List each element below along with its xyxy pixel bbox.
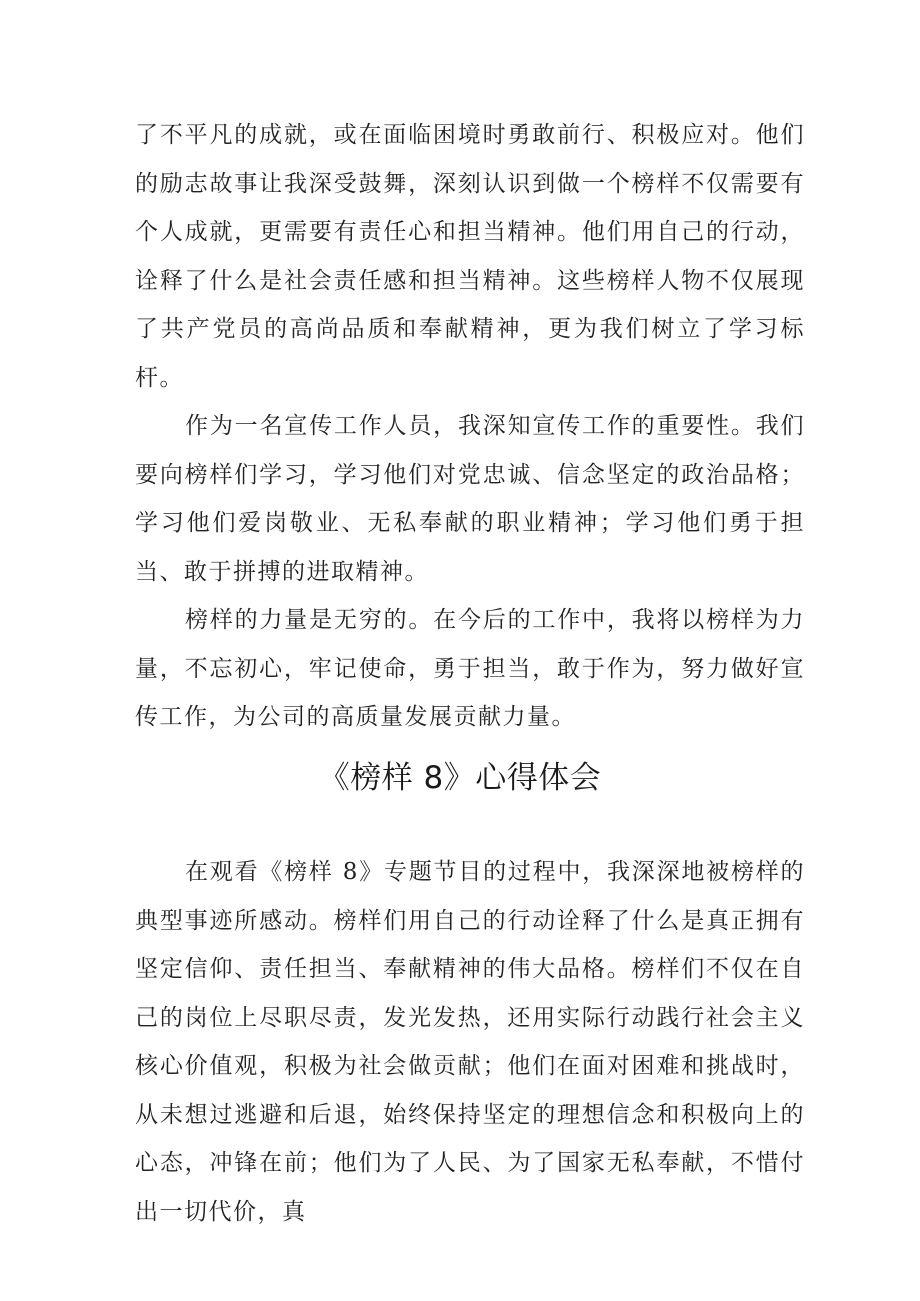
paragraph-3: 榜样的力量是无穷的。在今后的工作中，我将以榜样为力量，不忘初心，牢记使命，勇于担当，敢于作为，努力做好宣传工作，为公司的高质量发展贡献力量。 bbox=[135, 607, 805, 730]
paragraph-1: 了不平凡的成就，或在面临困境时勇敢前行、积极应对。他们的励志故事让我深受鼓舞，深刻认识到做一个榜样不仅需要有个人成就，更需要有责任心和担当精神。他们用自己的行动，诠释了什么是社会责任感和担当精神。这些榜样人物不仅展现了共产党员的高尚品质和奉献精神，更为我们树立了学习标杆。 bbox=[135, 122, 805, 391]
section-title: 《榜样 8》心得体会 bbox=[318, 760, 602, 796]
section-body bbox=[135, 848, 805, 1236]
paragraph-4: 在观看《榜样 8》专题节目的过程中，我深深地被榜样的典型事迹所感动。榜样们用自己的行动诠释了什么是真正拥有坚定信仰、责任担当、奉献精神的伟大品格。榜样们不仅在自己的岗位上尽职尽责，发光发热，还用实际行动践行社会主义核心价值观，积极为社会做贡献；他们在面对困难和挑战时，从未想过逃避和后退，始终保持坚定的理想信念和积极向上的心态，冲锋在前；他们为了人民、为了国家无私奉献，不惜付出一切代价，真 bbox=[135, 859, 805, 1225]
paragraph-2: 作为一名宣传工作人员，我深知宣传工作的重要性。我们要向榜样们学习，学习他们对党忠诚、信念坚定的政治品格；学习他们爱岗敬业、无私奉献的职业精神；学习他们勇于担当、敢于拼搏的进取精神。 bbox=[135, 413, 805, 585]
continued-text-section bbox=[135, 111, 805, 742]
